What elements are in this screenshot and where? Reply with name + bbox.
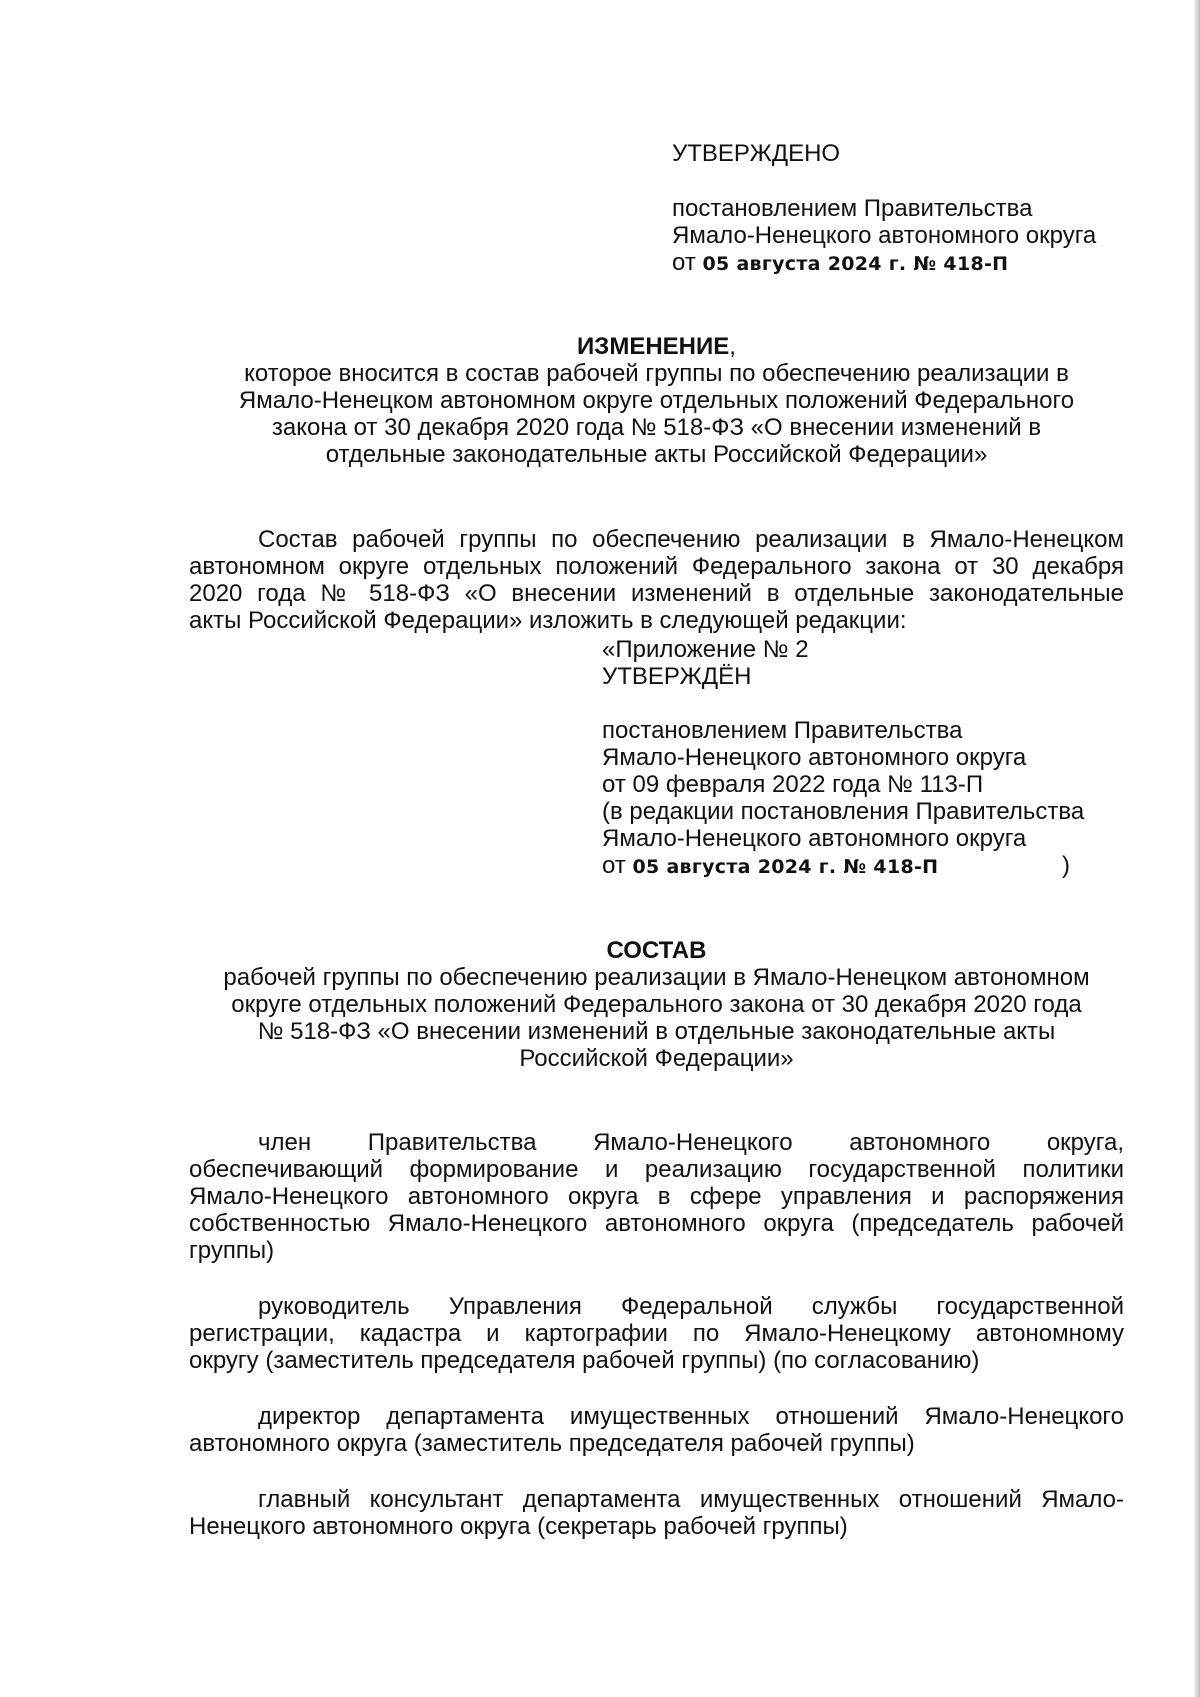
change-title: ИЗМЕНЕНИЕ (577, 333, 730, 360)
approval-line-2: Ямало-Ненецкого автономного округа (672, 222, 1097, 249)
intro-paragraph (189, 526, 1124, 634)
member-item-4 (189, 1486, 1124, 1540)
approval-details (672, 195, 1096, 278)
member-1-line-4: собственностью Ямало-Ненецкого автономного округа (председатель рабочей (189, 1210, 1124, 1237)
approval-date-stamp: 05 августа 2024 г. № 418-П (702, 253, 1009, 275)
composition-subtitle-line-4: Российской Федерации» (519, 1045, 794, 1072)
approval-date-prefix: от (672, 249, 696, 276)
appendix-line-3: постановлением Правительства (602, 717, 963, 744)
intro-line-3: 2020 года № 518-ФЗ «О внесении изменений в отдельные законодательные (189, 580, 1124, 607)
member-2-line-2: регистрации, кадастра и картографии по Ямало-Ненецкому автономному (189, 1320, 1124, 1347)
change-subtitle-line-3: закона от 30 декабря 2020 года № 518-ФЗ «О внесении изменений в (271, 414, 1042, 441)
change-heading (189, 333, 1124, 468)
member-item-1 (189, 1129, 1124, 1264)
composition-subtitle-line-2: округе отдельных положений Федерального закона от 30 декабря 2020 года (231, 991, 1082, 1018)
appendix-details (602, 717, 1122, 881)
member-item-3 (189, 1403, 1124, 1457)
composition-subtitle-line-1: рабочей группы по обеспечению реализации в Ямало-Ненецком автономном (223, 964, 1090, 991)
appendix-closing-paren: ) (1062, 852, 1070, 879)
appendix-line-7: Ямало-Ненецкого автономного округа (602, 825, 1027, 852)
composition-title: СОСТАВ (606, 937, 707, 964)
change-subtitle-line-2: Ямало-Ненецком автономном округе отдельных положений Федерального (238, 387, 1075, 414)
appendix-line-4: Ямало-Ненецкого автономного округа (602, 744, 1027, 771)
member-2-line-1: руководитель Управления Федеральной службы государственной (258, 1293, 1124, 1320)
member-1-line-3: Ямало-Ненецкого автономного округа в сфере управления и распоряжения (189, 1183, 1124, 1210)
composition-heading (189, 937, 1124, 1072)
appendix-line-5: от 09 февраля 2022 года № 113-П (602, 771, 984, 798)
member-1-line-1: член Правительства Ямало-Ненецкого автономного округа, (258, 1129, 1124, 1156)
change-subtitle-line-4: отдельные законодательные акты Российской Федерации» (325, 441, 988, 468)
member-item-2 (189, 1293, 1124, 1374)
intro-line-2: автономном округе отдельных положений Федерального закона от 30 декабря (189, 553, 1124, 580)
approval-line-1: постановлением Правительства (672, 195, 1033, 222)
appendix-line-1: «Приложение № 2 (602, 636, 809, 663)
composition-subtitle-line-3: № 518-ФЗ «О внесении изменений в отдельные законодательные акты (257, 1018, 1056, 1045)
member-2-line-3: округу (заместитель председателя рабочей группы) (по согласованию) (189, 1347, 980, 1374)
scan-edge (1194, 0, 1200, 1697)
member-1-line-2: обеспечивающий формирование и реализацию государственной политики (189, 1156, 1124, 1183)
intro-line-4: акты Российской Федерации» изложить в следующей редакции: (189, 607, 907, 634)
change-subtitle-line-1: которое вносится в состав рабочей группы по обеспечению реализации в (244, 360, 1069, 387)
approval-date-line (672, 249, 1096, 278)
change-title-line (189, 333, 1124, 360)
change-title-suffix: , (729, 333, 736, 360)
appendix-line-6: (в редакции постановления Правительства (602, 798, 1085, 825)
approval-block (672, 140, 840, 167)
member-4-line-1: главный консультант департамента имущественных отношений Ямало- (258, 1486, 1124, 1513)
approval-title: УТВЕРЖДЕНО (672, 140, 841, 167)
appendix-line-2: УТВЕРЖДЁН (602, 663, 752, 690)
member-1-line-5: группы) (189, 1237, 275, 1264)
member-3-line-1: директор департамента имущественных отношений Ямало-Ненецкого (258, 1403, 1124, 1430)
member-3-line-2: автономного округа (заместитель председателя рабочей группы) (189, 1430, 915, 1457)
member-4-line-2: Ненецкого автономного округа (секретарь рабочей группы) (189, 1513, 848, 1540)
appendix-date-line (602, 852, 1122, 881)
intro-line-1: Состав рабочей группы по обеспечению реализации в Ямало-Ненецком (258, 526, 1124, 553)
appendix-date-stamp: 05 августа 2024 г. № 418-П (632, 856, 939, 878)
appendix-block (602, 636, 809, 690)
appendix-date-prefix: от (602, 852, 626, 879)
